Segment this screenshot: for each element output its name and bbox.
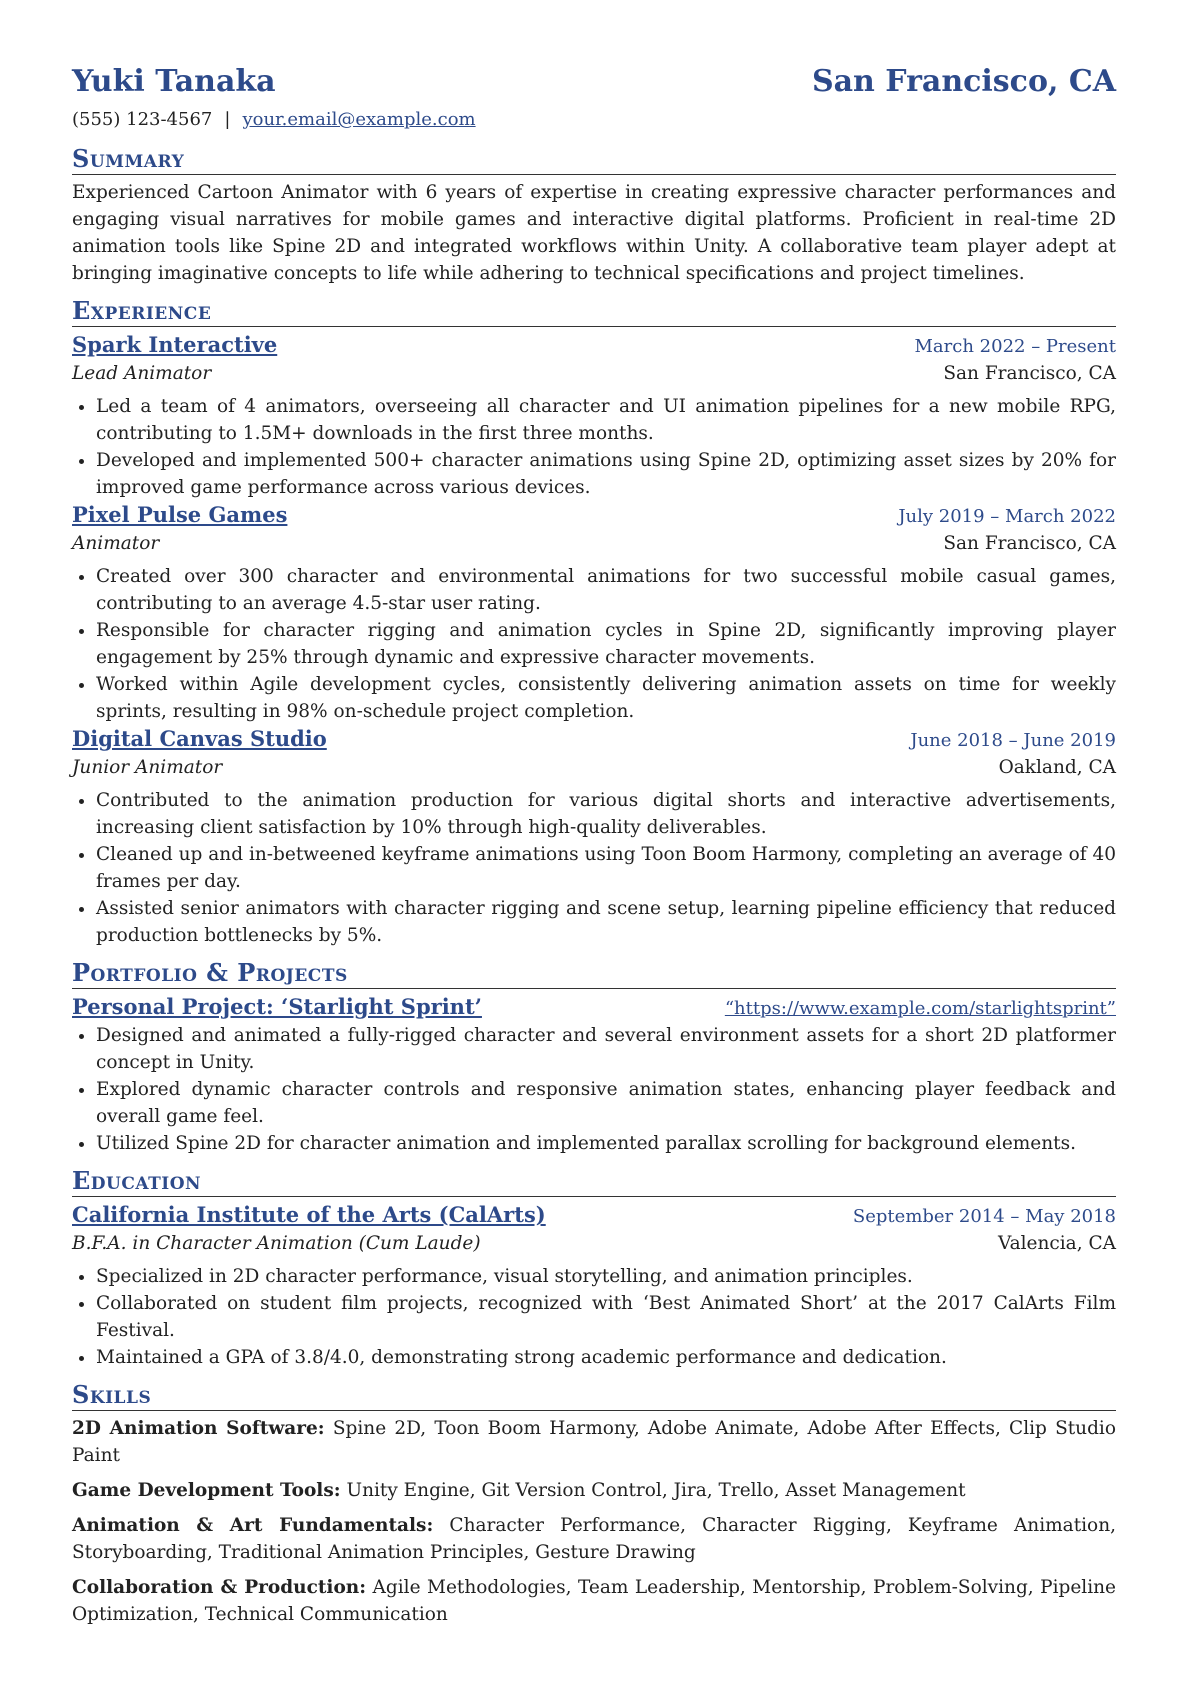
education-bullets bbox=[72, 1263, 1116, 1371]
skill-label: 2D Animation Software: bbox=[72, 1418, 325, 1439]
bullet-item: • Designed and animated a fully-rigged character and several environment assets for a short 2D platformer concept in Unity. bbox=[96, 1022, 1116, 1076]
job-dates: June 2018 – June 2019 bbox=[910, 730, 1116, 751]
skill-value: Character Performance, Character Rigging, Keyframe Animation, Storyboarding, Traditional Animation Principles, Gesture Drawing bbox=[72, 1515, 1116, 1563]
section-title-projects: Portfolio & Projects bbox=[72, 959, 1116, 989]
skill-value: Agile Methodologies, Team Leadership, Mentorship, Problem-Solving, Pipeline Optimization, Technical Communication bbox=[72, 1577, 1116, 1625]
skill-value: Spine 2D, Toon Boom Harmony, Adobe Animate, Adobe After Effects, Clip Studio Paint bbox=[72, 1418, 1116, 1466]
company-name[interactable]: Pixel Pulse Games bbox=[72, 502, 288, 527]
skill-label: Collaboration & Production: bbox=[72, 1577, 367, 1598]
job-location: Oakland, CA bbox=[998, 757, 1116, 778]
skill-value: Unity Engine, Git Version Control, Jira, Trello, Asset Management bbox=[346, 1480, 966, 1501]
school-location: Valencia, CA bbox=[997, 1233, 1116, 1254]
job-role: Lead Animator bbox=[72, 363, 212, 384]
section-title-skills: Skills bbox=[72, 1381, 1116, 1411]
school-name[interactable]: California Institute of the Arts (CalArts) bbox=[72, 1202, 546, 1227]
bullet-item: • Worked within Agile development cycles, consistently delivering animation assets on time for weekly sprints, resulting in 98% on-schedule project completion. bbox=[96, 671, 1116, 725]
job-bullets bbox=[72, 787, 1116, 949]
job-entry bbox=[72, 331, 1116, 501]
skill-line bbox=[72, 1477, 1116, 1504]
job-entry bbox=[72, 725, 1116, 949]
job-role: Animator bbox=[72, 533, 160, 554]
skill-line bbox=[72, 1512, 1116, 1566]
job-role: Junior Animator bbox=[72, 757, 223, 778]
header bbox=[72, 62, 1116, 102]
skill-label: Game Development Tools: bbox=[72, 1480, 341, 1501]
section-title-summary: Summary bbox=[72, 145, 1116, 175]
company-name[interactable]: Spark Interactive bbox=[72, 332, 278, 357]
skills-list bbox=[72, 1415, 1116, 1628]
bullet-item: • Assisted senior animators with character rigging and scene setup, learning pipeline efficiency that reduced production bottlenecks by 5%. bbox=[96, 895, 1116, 949]
section-title-education: Education bbox=[72, 1167, 1116, 1197]
project-entry bbox=[72, 993, 1116, 1157]
bullet-item: • Utilized Spine 2D for character animation and implemented parallax scrolling for background elements. bbox=[96, 1130, 1116, 1157]
company-name[interactable]: Digital Canvas Studio bbox=[72, 726, 327, 751]
education-dates: September 2014 – May 2018 bbox=[852, 1206, 1116, 1227]
bullet-item: • Created over 300 character and environmental animations for two successful mobile casual games, contributing to an average 4.5-star user rating. bbox=[96, 563, 1116, 617]
summary-text: Experienced Cartoon Animator with 6 years of expertise in creating expressive character performances and engaging visual narratives for mobile games and interactive digital platforms. Proficient in real-time 2D animation tools like Spine 2D and integrated workflows within Unity. A collaborative team player adept at bringing imaginative concepts to life while adhering to technical specifications and project timelines. bbox=[72, 182, 1116, 284]
bullet-item: • Cleaned up and in-betweened keyframe animations using Toon Boom Harmony, completing an average of 40 frames per day. bbox=[96, 841, 1116, 895]
bullet-item: • Responsible for character rigging and animation cycles in Spine 2D, significantly improving player engagement by 25% through dynamic and expressive character movements. bbox=[96, 617, 1116, 671]
bullet-item: • Explored dynamic character controls and responsive animation states, enhancing player feedback and overall game feel. bbox=[96, 1076, 1116, 1130]
education-entry bbox=[72, 1201, 1116, 1371]
phone-number: (555) 123-4567 bbox=[72, 109, 213, 130]
candidate-name: Yuki Tanaka bbox=[72, 64, 276, 99]
bullet-item: • Collaborated on student film projects, recognized with ‘Best Animated Short’ at the 2017 CalArts Film Festival. bbox=[96, 1290, 1116, 1344]
bullet-item: • Led a team of 4 animators, overseeing all character and UI animation pipelines for a new mobile RPG, contributing to 1.5M+ downloads in the first three months. bbox=[96, 393, 1116, 447]
skill-line bbox=[72, 1574, 1116, 1628]
bullet-item: • Developed and implemented 500+ character animations using Spine 2D, optimizing asset sizes by 20% for improved game performance across various devices. bbox=[96, 447, 1116, 501]
header-location: San Francisco, CA bbox=[811, 64, 1116, 99]
project-bullets bbox=[72, 1022, 1116, 1157]
job-dates: March 2022 – Present bbox=[914, 336, 1116, 357]
job-bullets bbox=[72, 393, 1116, 501]
project-name[interactable]: Personal Project: ‘Starlight Sprint’ bbox=[72, 994, 482, 1019]
job-dates: July 2019 – March 2022 bbox=[898, 506, 1116, 527]
skill-line bbox=[72, 1415, 1116, 1469]
email-link[interactable]: your.email@example.com bbox=[242, 109, 476, 130]
project-link[interactable]: “https://www.example.com/starlightsprint” bbox=[724, 998, 1116, 1019]
job-location: San Francisco, CA bbox=[943, 363, 1116, 384]
section-title-experience: Experience bbox=[72, 297, 1116, 327]
bullet-item: • Specialized in 2D character performance, visual storytelling, and animation principles. bbox=[96, 1263, 1116, 1290]
contact-line bbox=[72, 106, 1116, 133]
bullet-item: • Contributed to the animation production for various digital shorts and interactive advertisements, increasing client satisfaction by 10% through high-quality deliverables. bbox=[96, 787, 1116, 841]
job-bullets bbox=[72, 563, 1116, 725]
job-location: San Francisco, CA bbox=[943, 533, 1116, 554]
bullet-item: • Maintained a GPA of 3.8/4.0, demonstrating strong academic performance and dedication. bbox=[96, 1344, 1116, 1371]
contact-separator: | bbox=[224, 109, 231, 130]
skill-label: Animation & Art Fundamentals: bbox=[72, 1515, 434, 1536]
job-entry bbox=[72, 501, 1116, 725]
degree: B.F.A. in Character Animation (Cum Laude) bbox=[72, 1233, 481, 1254]
